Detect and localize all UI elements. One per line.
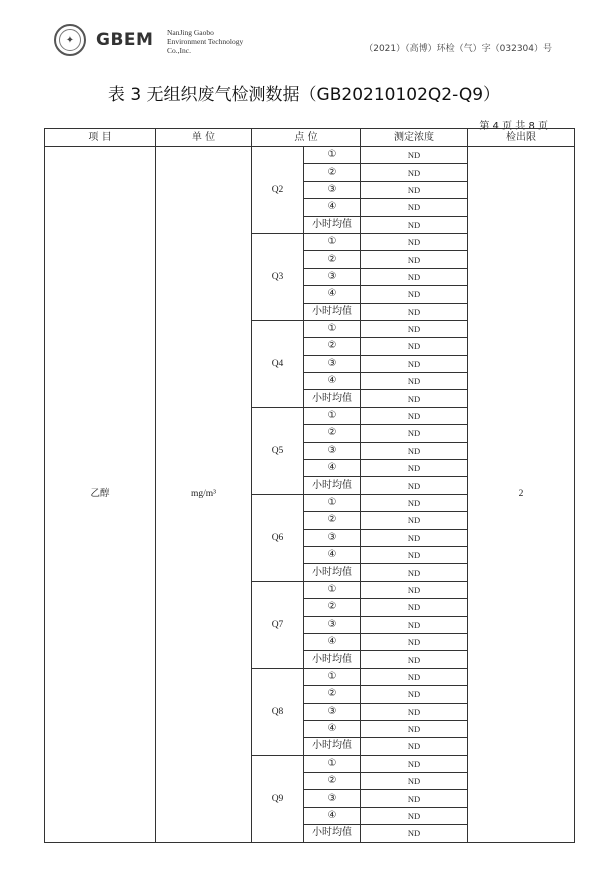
company-line: Environment Technology [167, 37, 244, 46]
sample-label-cell: ② [304, 686, 361, 703]
concentration-cell: ND [361, 633, 468, 650]
sample-label-cell: ④ [304, 633, 361, 650]
concentration-cell: ND [361, 355, 468, 372]
item-cell: 乙醇 [45, 147, 156, 843]
sample-label-cell: 小时均值 [304, 477, 361, 494]
unit-cell: mg/m³ [156, 147, 252, 843]
concentration-cell: ND [361, 199, 468, 216]
sample-label-cell: ② [304, 425, 361, 442]
concentration-cell: ND [361, 529, 468, 546]
document-number: （2021）（高博）环检（气）字（032304）号 [364, 44, 552, 54]
concentration-cell: ND [361, 373, 468, 390]
sample-label-cell: ② [304, 251, 361, 268]
sample-label-cell: ③ [304, 703, 361, 720]
sample-label-cell: ① [304, 233, 361, 250]
sample-label-cell: ③ [304, 616, 361, 633]
sample-label-cell: ② [304, 338, 361, 355]
point-cell: Q9 [252, 755, 304, 842]
concentration-cell: ND [361, 668, 468, 685]
sample-label-cell: ② [304, 164, 361, 181]
company-line: Co.,Inc. [167, 46, 191, 55]
concentration-cell: ND [361, 616, 468, 633]
concentration-cell: ND [361, 268, 468, 285]
concentration-cell: ND [361, 320, 468, 337]
sample-label-cell: ① [304, 320, 361, 337]
concentration-cell: ND [361, 790, 468, 807]
sample-label-cell: ① [304, 668, 361, 685]
sample-label-cell: ① [304, 494, 361, 511]
concentration-cell: ND [361, 494, 468, 511]
sample-label-cell: 小时均值 [304, 564, 361, 581]
point-cell: Q3 [252, 233, 304, 320]
point-cell: Q5 [252, 407, 304, 494]
concentration-cell: ND [361, 581, 468, 598]
detection-limit-cell: 2 [468, 147, 575, 843]
concentration-cell: ND [361, 390, 468, 407]
concentration-cell: ND [361, 147, 468, 164]
concentration-cell: ND [361, 651, 468, 668]
concentration-cell: ND [361, 825, 468, 842]
sample-label-cell: ④ [304, 199, 361, 216]
sample-label-cell: ④ [304, 373, 361, 390]
concentration-cell: ND [361, 303, 468, 320]
header-concentration: 测定浓度 [361, 129, 468, 147]
page-info: 第 4 页 共 8 页 [479, 121, 548, 132]
point-cell: Q6 [252, 494, 304, 581]
concentration-cell: ND [361, 773, 468, 790]
sample-label-cell: 小时均值 [304, 651, 361, 668]
concentration-cell: ND [361, 686, 468, 703]
concentration-cell: ND [361, 755, 468, 772]
concentration-cell: ND [361, 460, 468, 477]
sample-label-cell: ② [304, 599, 361, 616]
concentration-cell: ND [361, 564, 468, 581]
sample-label-cell: 小时均值 [304, 303, 361, 320]
concentration-cell: ND [361, 738, 468, 755]
concentration-cell: ND [361, 599, 468, 616]
page-header [0, 0, 608, 70]
point-cell: Q4 [252, 320, 304, 407]
concentration-cell: ND [361, 425, 468, 442]
point-cell: Q7 [252, 581, 304, 668]
sample-label-cell: ③ [304, 790, 361, 807]
sample-label-cell: ③ [304, 268, 361, 285]
concentration-cell: ND [361, 407, 468, 424]
concentration-cell: ND [361, 233, 468, 250]
sample-label-cell: ① [304, 581, 361, 598]
sample-label-cell: ① [304, 407, 361, 424]
concentration-cell: ND [361, 181, 468, 198]
concentration-cell: ND [361, 477, 468, 494]
concentration-cell: ND [361, 807, 468, 824]
sample-label-cell: ② [304, 512, 361, 529]
concentration-cell: ND [361, 164, 468, 181]
data-table [44, 128, 575, 843]
concentration-cell: ND [361, 546, 468, 563]
concentration-cell: ND [361, 251, 468, 268]
sample-label-cell: ④ [304, 807, 361, 824]
table-body [45, 147, 575, 843]
sample-label-cell: ① [304, 755, 361, 772]
sample-label-cell: 小时均值 [304, 216, 361, 233]
header-point: 点 位 [252, 129, 361, 147]
sample-label-cell: ③ [304, 355, 361, 372]
seal-inner-icon: ✦ [59, 29, 81, 51]
sample-label-cell: ④ [304, 286, 361, 303]
table-title: 表 3 无组织废气检测数据（GB20210102Q2-Q9） [107, 85, 501, 105]
concentration-cell: ND [361, 338, 468, 355]
concentration-cell: ND [361, 442, 468, 459]
brand-name: GBEM [96, 30, 154, 50]
concentration-cell: ND [361, 512, 468, 529]
sample-label-cell: ② [304, 773, 361, 790]
company-name [167, 28, 243, 55]
header-item: 项 目 [45, 129, 156, 147]
sample-label-cell: 小时均值 [304, 738, 361, 755]
table-header-row [45, 129, 575, 147]
header-unit: 单 位 [156, 129, 252, 147]
sample-label-cell: ④ [304, 720, 361, 737]
concentration-cell: ND [361, 216, 468, 233]
sample-label-cell: ③ [304, 181, 361, 198]
sample-label-cell: ③ [304, 442, 361, 459]
sample-label-cell: ④ [304, 460, 361, 477]
company-seal-icon [54, 24, 86, 56]
point-cell: Q8 [252, 668, 304, 755]
table-row [45, 147, 575, 164]
point-cell: Q2 [252, 147, 304, 234]
company-line: NanJing Gaobo [167, 28, 214, 37]
concentration-cell: ND [361, 720, 468, 737]
sample-label-cell: ④ [304, 546, 361, 563]
sample-label-cell: ① [304, 147, 361, 164]
sample-label-cell: 小时均值 [304, 390, 361, 407]
header-detection-limit: 检出限 [468, 129, 575, 147]
sample-label-cell: 小时均值 [304, 825, 361, 842]
sample-label-cell: ③ [304, 529, 361, 546]
concentration-cell: ND [361, 286, 468, 303]
concentration-cell: ND [361, 703, 468, 720]
